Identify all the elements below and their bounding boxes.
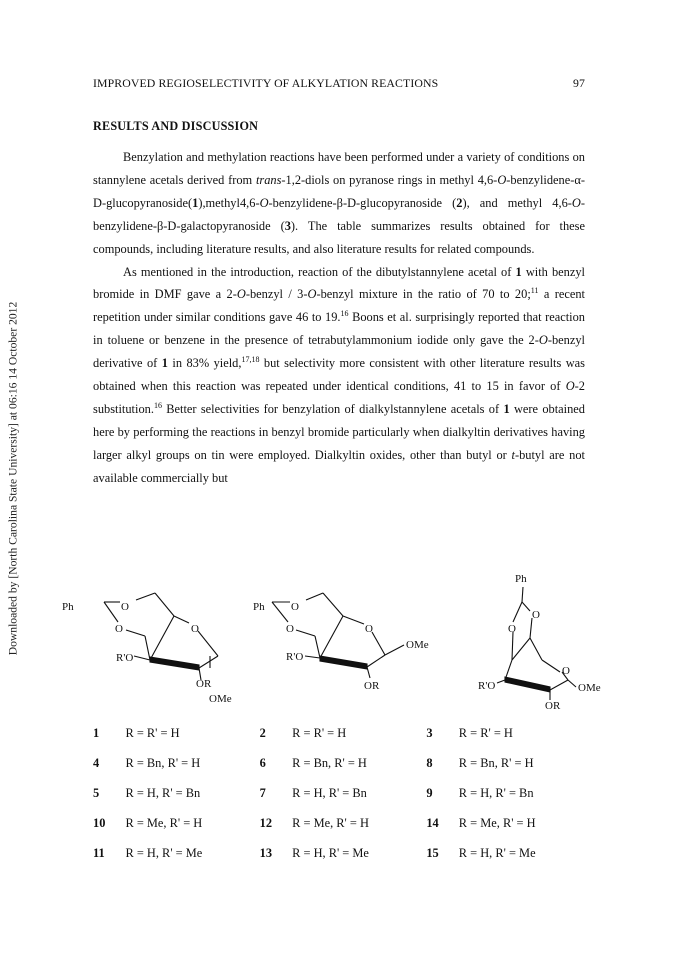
compound-ref: 1 bbox=[161, 356, 168, 371]
structures-svg bbox=[0, 560, 673, 710]
or-label: OR bbox=[196, 678, 212, 690]
table-row bbox=[93, 718, 593, 748]
ro-label: R'O bbox=[478, 680, 496, 692]
text-run: -benzyl derivative of bbox=[93, 333, 585, 371]
o-label: O bbox=[286, 623, 294, 635]
text-run: with benzyl bromide in DMF gave a 2- bbox=[93, 264, 585, 302]
text-run: -benzylidene-β-D-glucopyranoside ( bbox=[268, 195, 457, 210]
substituent-cell: R = Me, R' = H bbox=[292, 815, 369, 830]
substituent-cell: R = H, R' = Bn bbox=[292, 785, 367, 800]
ro-label: R'O bbox=[286, 651, 304, 663]
o-label: O bbox=[562, 665, 570, 677]
compound-ref: 2 bbox=[456, 195, 463, 210]
o-label: O bbox=[121, 601, 129, 613]
ph-label: Ph bbox=[62, 601, 74, 613]
text-run: in 83% yield, bbox=[167, 356, 242, 371]
text-run: -1,2-diols on pyranose rings in methyl 4,6- bbox=[281, 172, 498, 187]
text-italic: O bbox=[236, 287, 246, 302]
text-run: -benzylidene-β-D-galactopyranoside ( bbox=[93, 195, 585, 233]
compound-ref: 1 bbox=[515, 264, 522, 279]
compound-number: 13 bbox=[259, 845, 273, 860]
compound-number: 1 bbox=[93, 725, 100, 740]
text-run: As mentioned in the introduction, reaction of the dibutylstannylene acetal of bbox=[123, 264, 516, 279]
text-italic: t bbox=[511, 447, 515, 462]
text-run: Benzylation and methylation reactions have been performed under a variety of conditions on stannylene acetals derived from bbox=[93, 150, 585, 187]
text-italic: O bbox=[571, 195, 581, 210]
page-number: 97 bbox=[573, 76, 585, 90]
chemical-structures bbox=[0, 560, 673, 710]
substituent-cell: R = H, R' = Me bbox=[125, 845, 203, 860]
table-row bbox=[93, 778, 593, 808]
citation: 11 bbox=[530, 286, 539, 296]
text-run: ),methyl4,6- bbox=[198, 195, 260, 210]
substituent-cell: R = Bn, R' = H bbox=[125, 755, 201, 770]
table-row bbox=[93, 748, 593, 778]
text-italic: O bbox=[259, 195, 269, 210]
compound-number: 5 bbox=[93, 785, 100, 800]
compound-number: 6 bbox=[259, 755, 266, 770]
citation: 16 bbox=[153, 400, 162, 410]
compound-number: 8 bbox=[426, 755, 433, 770]
o-label: O bbox=[291, 601, 299, 613]
ph-label: Ph bbox=[515, 573, 527, 585]
compound-number: 10 bbox=[93, 815, 106, 830]
compound-number: 9 bbox=[426, 785, 433, 800]
compound-number: 7 bbox=[259, 785, 266, 800]
table-row bbox=[93, 838, 593, 868]
text-run: ), and methyl 4,6- bbox=[462, 195, 572, 210]
compound-number: 15 bbox=[426, 845, 439, 860]
ro-label: R'O bbox=[116, 652, 134, 664]
paragraph-1 bbox=[93, 146, 585, 261]
substituent-cell: R = R' = H bbox=[125, 725, 180, 740]
o-label: O bbox=[532, 609, 540, 621]
body-text bbox=[93, 146, 585, 490]
compound-number: 12 bbox=[259, 815, 273, 830]
text-italic: O bbox=[307, 287, 317, 302]
compound-ref: 3 bbox=[284, 218, 291, 233]
text-italic: O bbox=[565, 379, 575, 394]
compound-number: 4 bbox=[93, 755, 100, 770]
citation: 16 bbox=[340, 309, 349, 319]
text-run: -butyl are not available commercially but bbox=[93, 447, 585, 485]
substituent-cell: R = Me, R' = H bbox=[125, 815, 203, 830]
o-label: O bbox=[115, 623, 123, 635]
running-title: IMPROVED REGIOSELECTIVITY OF ALKYLATION REACTIONS bbox=[93, 76, 439, 90]
o-label: O bbox=[191, 623, 199, 635]
compound-table bbox=[93, 718, 593, 868]
text-italic: O bbox=[497, 172, 507, 187]
text-run: -benzylidene-α-D-glucopyranoside( bbox=[93, 172, 585, 210]
table-row bbox=[93, 808, 593, 838]
text-run: were obtained here by performing the reactions in benzyl bromide particularly when dialkyltin derivatives having larger alkyl groups on tin were employed. Dialkyltin oxides, other than butyl or bbox=[93, 401, 585, 462]
structure-3 bbox=[497, 587, 576, 700]
substituent-cell: R = R' = H bbox=[292, 725, 347, 740]
text-run: -benzyl / 3- bbox=[245, 287, 308, 302]
text-run: but selectivity more consistent with other literature results was obtained when this reaction was repeated under identical conditions, 41 to 15 in favor of bbox=[93, 356, 585, 394]
compound-number: 3 bbox=[426, 725, 433, 740]
text-run: a recent repetition under similar conditions gave 46 to 19. bbox=[93, 287, 585, 325]
compound-ref: 1 bbox=[503, 401, 510, 416]
text-italic: O bbox=[538, 333, 548, 348]
ome-label: OMe bbox=[578, 682, 601, 694]
or-label: OR bbox=[545, 700, 561, 710]
text-italic: trans bbox=[255, 172, 282, 187]
text-run: -benzyl mixture in the ratio of 70 to 20; bbox=[316, 287, 531, 302]
text-run: Boons et al. surprisingly reported that reaction in toluene or benzene in the presence of tetrabutylammonium iodide only gave the 2- bbox=[93, 310, 585, 348]
compound-number: 14 bbox=[426, 815, 439, 830]
o-label: O bbox=[508, 623, 516, 635]
substituent-cell: R = H, R' = Me bbox=[292, 845, 369, 860]
download-note: Downloaded by [North Carolina State University] at 06:16 14 October 2012 bbox=[6, 301, 20, 655]
citation: 17,18 bbox=[241, 355, 260, 365]
compound-number: 2 bbox=[259, 725, 266, 740]
text-run: Better selectivities for benzylation of dialkylstannylene acetals of bbox=[161, 401, 504, 416]
substituent-cell: R = Me, R' = H bbox=[458, 815, 536, 830]
running-header bbox=[93, 76, 585, 91]
substituent-cell: R = R' = H bbox=[458, 725, 513, 740]
substituent-cell: R = H, R' = Bn bbox=[125, 785, 201, 800]
ome-label: OMe bbox=[209, 693, 232, 705]
ome-label: OMe bbox=[406, 639, 429, 651]
o-label: O bbox=[365, 623, 373, 635]
substituent-cell: R = Bn, R' = H bbox=[292, 755, 367, 770]
text-run: -2 substitution. bbox=[93, 379, 585, 416]
or-label: OR bbox=[364, 680, 380, 692]
substituent-cell: R = H, R' = Bn bbox=[458, 785, 534, 800]
substituent-cell: R = Bn, R' = H bbox=[458, 755, 534, 770]
paragraph-2 bbox=[93, 261, 585, 490]
ph-label: Ph bbox=[253, 601, 265, 613]
section-heading: RESULTS AND DISCUSSION bbox=[93, 119, 259, 133]
compound-number: 11 bbox=[93, 845, 105, 860]
compound-ref: 1 bbox=[192, 195, 199, 210]
substituent-cell: R = H, R' = Me bbox=[458, 845, 536, 860]
text-run: ). The table summarizes results obtained for these compounds, including literature results, and also literature results for related compounds. bbox=[93, 218, 585, 256]
